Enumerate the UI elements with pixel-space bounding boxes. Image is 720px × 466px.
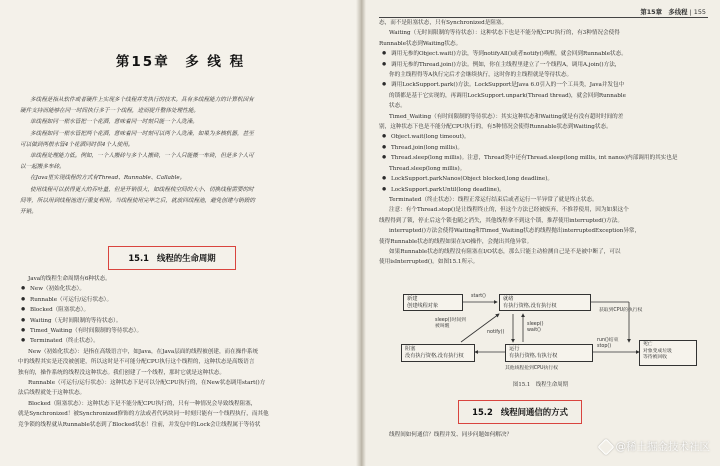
bullet-item: ● 调用无参的Object.wait()方法，等到notifyAll()或者notify()唤醒，就会回到Runnable状态。 xyxy=(379,49,708,59)
body-line: Terminated（终止状态）：线程正常运行结束后或者运行一半异常了就是终止状态。 xyxy=(389,196,598,203)
wait-label: sleep() wait() xyxy=(527,322,544,333)
section-heading-15-2 xyxy=(458,400,582,424)
body-line: Timed_Waiting（有时间限制的等待状态）：其实这种状态和Waiting就是有没有超时时间的差 xyxy=(389,113,624,120)
body-line: Thread.sleep(long millis)。 xyxy=(389,165,466,172)
book-spine xyxy=(356,0,366,466)
intro-line: 多线程是指从软件或者硬件上实现多个线程并发执行的技术。具有多线程能力的计算机因有 xyxy=(30,97,254,103)
bullet-item: ● Thread.join(long millis)。 xyxy=(379,143,708,153)
thread-lifecycle-diagram xyxy=(401,290,701,376)
right-book-page xyxy=(361,0,720,466)
body-line: 状态。 xyxy=(389,103,406,110)
header-chapter: 第15章 多线程 xyxy=(640,8,688,16)
section-title: 线程间通信的方式 xyxy=(500,407,568,417)
body-line: Blocked（阻塞状态）：这种状态下是不能分配CPU执行的，只有一种情况会导致线程阻塞， xyxy=(28,400,257,407)
watermark xyxy=(600,439,711,454)
body-line: 的锁都是基于它实现的，再调用LockSupport.unpark(Thread thread)，就会回到Runnable xyxy=(389,92,626,99)
state-box-running: 运行 有执行资格,有执行权 xyxy=(505,344,593,362)
body-line: 使用isInterrupted()。如图15.1所示。 xyxy=(379,259,479,266)
state-list-item: ● Runnable（可运行/运行状态）。 xyxy=(18,295,349,305)
body-line: 线程间如何通信？线程并发、同步问题如何解决？ xyxy=(389,432,513,438)
watermark-text: @稀土掘金技术社区 xyxy=(615,441,710,453)
running-header: 第15章 多线程 | 155 xyxy=(640,8,706,16)
state-box-dead: 死亡 对象变成垃圾 等待被回收 xyxy=(639,340,697,366)
figure-caption: 图15.1 线程生命周期 xyxy=(512,382,569,388)
bullet-item: ● Thread.sleep(long millis)。注意，Thread类中还有Thread.sleep(long millis, int nanos)内部调用的其实也是 xyxy=(379,153,708,163)
right-body xyxy=(379,18,708,268)
chapter-intro xyxy=(20,95,345,218)
intro-line: 间等，所以用到线程池进行重复利用。当线程使用完毕之后，就放回线程池，避免创建与销毁的 xyxy=(20,197,255,204)
body-line: 法后线程就处于这种状态。 xyxy=(18,390,86,397)
body-line: Runnable状态到Waiting状态。 xyxy=(379,40,462,47)
body-line: 别，这种状态下也是不能分配CPU执行的，有5种情况会使得Runnable状态到Waiting状态。 xyxy=(379,124,612,131)
intro-line: 以一起搬多车砖。 xyxy=(20,164,65,171)
state-box-blocked: 阻塞 没有执行资格,没有执行权 xyxy=(401,344,475,362)
section-number: 15.1 xyxy=(128,253,150,263)
state-list-item: ● Timed_Waiting（有时间限制的等待状态）。 xyxy=(18,326,349,336)
body-line: 独有的，操作系统的线程没这种状态。我们创建了一个线程，那时它就是这种状态。 xyxy=(18,369,225,376)
section-number: 15.2 xyxy=(472,407,493,417)
body-line: Java的线程生命周期有6种状态。 xyxy=(28,276,111,282)
run-end-label: run()结束 stop() xyxy=(597,338,619,349)
body-line: Waiting（无时间限制的等待状态）：这种状态下也是不能分配CPU执行的，有3种情况会使得 xyxy=(389,30,620,37)
body-line: 如果Runnable状态的线程没有阻塞在I/O状态，那么只能主动检测自己是不是被中断了，可以 xyxy=(389,248,621,255)
body-line: 就是Synchronized！被Synchronized修饰的方法或者代码块同一时刻只能有一个线程执行，而其他 xyxy=(18,411,269,418)
start-label: start() xyxy=(471,294,486,299)
section-title: 线程的生命周期 xyxy=(157,253,216,263)
chapter-title: 第15章 多 线 程 xyxy=(115,54,246,70)
notify-label: notify() xyxy=(487,330,505,335)
intro-line: 单线程处理能力低。例如，一个人搬砖与多个人搬砖，一个人只能搬一车砖，但是多个人可 xyxy=(30,153,254,160)
juejin-logo-icon xyxy=(597,438,614,455)
intro-line: 单线程如同一根水管把一个花洒，意味着同一时刻只能一个人洗澡。 xyxy=(30,119,198,126)
lifecycle-body xyxy=(18,274,349,430)
body-line: Runnable（可运行/运行状态）：这种状态下是可以分配CPU执行的，在New状态调用start()方 xyxy=(28,380,266,387)
body-line: 中的线程其实是还没被创建，所以这时是不可能分配CPU执行这个线程的，这种状态是高级语言 xyxy=(18,359,255,366)
state-box-new: 新建 创建线程对象 xyxy=(403,294,463,311)
bullet-item: ● Object.wait(long timeout)。 xyxy=(379,132,708,142)
note-line: 线程得到了锁，停止后这个锁也随之消失，其他线程拿不到这个锁，推荐使用interrupted()方法。 xyxy=(379,217,623,224)
bullet-item: ● LockSupport.parkNanos(Object blocked,long deadline)。 xyxy=(379,174,708,184)
other-thread-label: 其他线程抢到CPU执行权 xyxy=(505,366,558,371)
state-list-item: ● New（初始化状态）。 xyxy=(18,284,349,294)
intro-line: 使用线程可以获得更大的吞吐量，但是开销很大，如线程栈空间的大小、切换线程需要的时 xyxy=(30,186,254,193)
body-line: 竞争锁的线程就从Runnable状态到了Blocked状态！往前，并发包中的Lock会让线程属于等待状 xyxy=(18,421,261,428)
intro-line: 可以做到两根水管4个花洒同时供4个人使用。 xyxy=(20,141,134,148)
body-line: 态，而不是阻塞状态，只有Synchronized是阻塞。 xyxy=(379,20,508,26)
intro-line: 硬件支持而能够在同一时间执行多于一个线程，进而提升整体处理性能。 xyxy=(20,108,200,115)
intro-line: 多线程如同一根水管把两个花洒，意味着同一时刻可以两个人洗澡，如果为多核机器，甚至 xyxy=(30,130,254,137)
state-list-item: ● Terminated（终止状态）。 xyxy=(18,336,349,346)
bullet-item: ● 调用无参的Thread.join()方法。例如，你在主线程里建立了一个线程A，调用A.join()方法， xyxy=(379,60,708,70)
intro-line: 在Java里实现线程的方式有Thread、Runnable、Callable。 xyxy=(30,175,186,182)
body-line: New（初始化状态）：是指在高级语言中，如Java，在Java层面的线程被创建，而在操作系统 xyxy=(28,348,259,355)
bullet-item: ● 调用LockSupport.park()方法。LockSupport是Java 6.0引入的一个工具类，Java并发包中 xyxy=(379,80,708,90)
state-box-runnable: 就绪 有执行资格,没有执行权 xyxy=(499,294,591,311)
body-line: interrupted()方法会使得Waiting和Timed_Waiting状态的线程抛出interruptedException异常， xyxy=(389,228,641,235)
sleep-timeout-label: sleep()时间到 被叫醒 xyxy=(435,318,466,329)
state-list-item: ● Blocked（阻塞状态）。 xyxy=(18,305,349,315)
grab-cpu-label: 获取到CPU的执行权 xyxy=(599,308,643,313)
bullet-item: ● LockSupport.parkUntil(long deadline)。 xyxy=(379,185,708,195)
body-line: 你的主线程得等A执行完后才会继续执行，这时你的主线程就是等待状态。 xyxy=(389,72,573,79)
page-number: 155 xyxy=(693,8,706,16)
body-line: 使得Runnable状态的线程如果在I/O操作，会抛出其他异常。 xyxy=(379,238,533,245)
section-heading-15-1 xyxy=(108,246,236,270)
intro-line: 开销。 xyxy=(20,209,37,216)
state-list-item: ● Waiting（无时间限制的等待状态）。 xyxy=(18,316,349,326)
note-line: 注意：有个Thread.stop()是让线程终止的，但这个方法已经被废弃，不推荐使用，因为如果这个 xyxy=(389,207,629,214)
